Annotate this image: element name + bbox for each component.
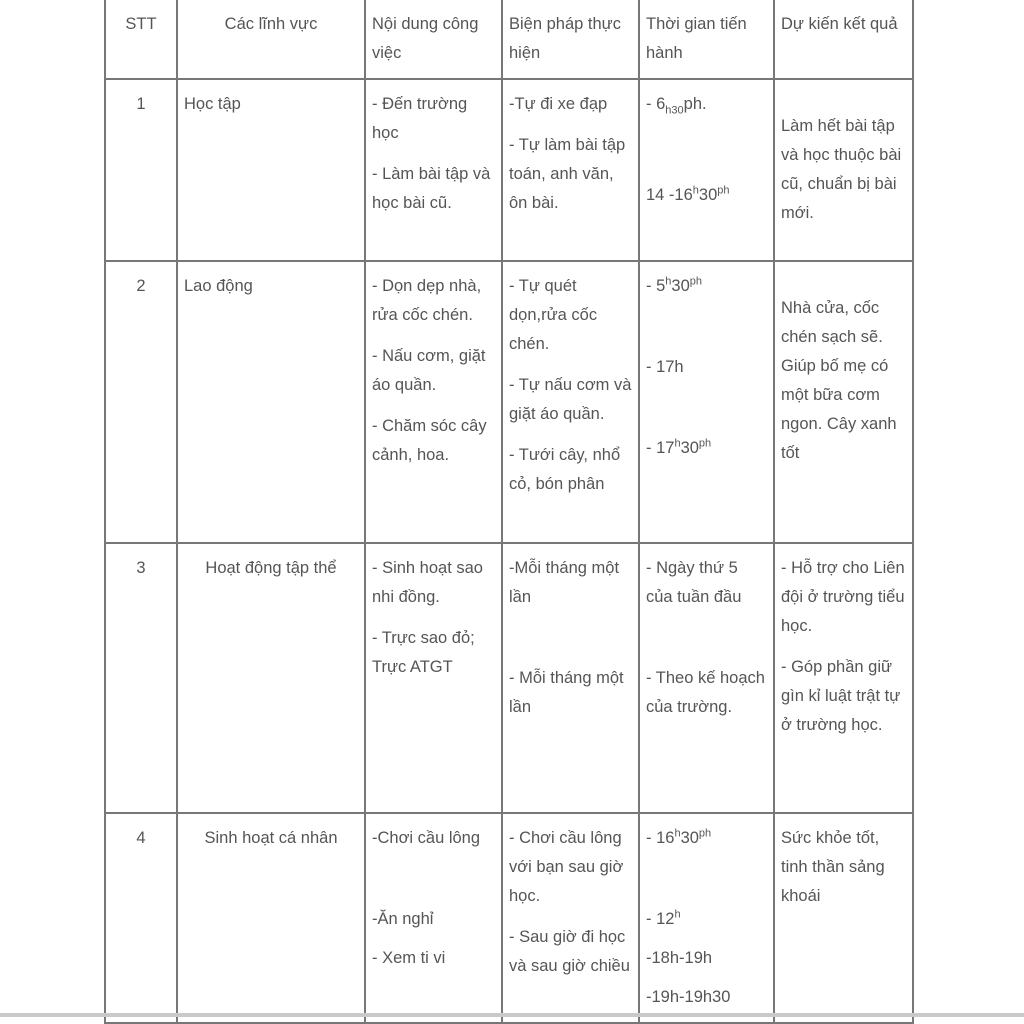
result-item: - Hỗ trợ cho Liên đội ở trường tiểu học.	[781, 559, 905, 635]
cell-content	[365, 261, 502, 543]
content-item: - Chăm sóc cây cảnh, hoa.	[372, 417, 487, 464]
time-item: - 17h	[646, 358, 684, 376]
measure-item: - Tự quét dọn,rửa cốc chén.	[509, 277, 598, 353]
cell-measures	[502, 79, 639, 261]
cell-time	[639, 261, 774, 543]
cell-content	[365, 543, 502, 813]
table-row	[105, 813, 913, 1023]
cell-stt: 1	[105, 79, 177, 261]
cell-field: Lao động	[177, 261, 365, 543]
content-item: - Trực sao đỏ; Trực ATGT	[372, 629, 475, 676]
time-item: 14 $-16^h30^{ph}$	[646, 184, 730, 204]
cell-measures	[502, 261, 639, 543]
time-item: - Theo kế hoạch của trường.	[646, 669, 765, 716]
header-time: Thời gian tiến hành	[639, 0, 774, 79]
cell-time	[639, 79, 774, 261]
time-item: - $17^h30^{ph}$	[646, 437, 712, 457]
cell-result	[774, 813, 913, 1023]
activity-plan-table	[104, 0, 914, 1024]
cell-stt: 2	[105, 261, 177, 543]
cell-result	[774, 543, 913, 813]
time-item: - $5^h30^{ph}$	[646, 275, 702, 295]
header-stt: STT	[105, 0, 177, 79]
content-item: - Nấu cơm, giặt áo quần.	[372, 347, 486, 394]
cell-field: Hoạt động tập thể	[177, 543, 365, 813]
time-item: - $16^h30^{ph}$	[646, 827, 712, 847]
time-item: -19h-19h30	[646, 988, 731, 1006]
cell-field: Sinh hoạt cá nhân	[177, 813, 365, 1023]
measure-item: -Mỗi tháng một lần	[509, 559, 620, 606]
cell-content	[365, 813, 502, 1023]
measure-item: - Sau giờ đi học và sau giờ chiều	[509, 928, 630, 975]
time-item: - 12$^h$	[646, 908, 681, 928]
measure-item: - Tự nấu cơm và giặt áo quần.	[509, 376, 632, 423]
header-result: Dự kiến kết quả	[774, 0, 913, 79]
cell-stt: 3	[105, 543, 177, 813]
content-item: -Chơi cầu lông	[372, 829, 481, 847]
measure-item: - Tự làm bài tập toán, anh văn, ôn bài.	[509, 136, 626, 212]
time-item: - Ngày thứ 5 của tuần đầu	[646, 559, 742, 606]
cell-content	[365, 79, 502, 261]
cell-measures	[502, 543, 639, 813]
measure-item: - Chơi cầu lông với bạn sau giờ học.	[509, 829, 624, 905]
content-item: - Đến trường học	[372, 95, 468, 142]
result-text: Sức khỏe tốt, tinh thần sảng khoái	[781, 829, 885, 905]
cell-measures	[502, 813, 639, 1023]
header-field: Các lĩnh vực	[177, 0, 365, 79]
cell-result	[774, 261, 913, 543]
time-item: -18h-19h	[646, 949, 713, 967]
time-item: - $6_{h30}ph$.	[646, 95, 707, 117]
cell-field: Học tập	[177, 79, 365, 261]
cell-time	[639, 813, 774, 1023]
cell-result	[774, 79, 913, 261]
table-row	[105, 79, 913, 261]
measure-item: -Tự đi xe đạp	[509, 95, 608, 113]
measure-item: - Mỗi tháng một lần	[509, 669, 624, 716]
result-item: - Góp phần giữ gìn kỉ luật trật tự ở trường học.	[781, 658, 901, 734]
content-item: - Làm bài tập và học bài cũ.	[372, 165, 491, 212]
result-text: Làm hết bài tập và học thuộc bài cũ, chuẩn bị bài mới.	[781, 117, 902, 222]
table-header-row	[105, 0, 913, 79]
content-item: - Sinh hoạt sao nhi đồng.	[372, 559, 483, 606]
content-item: - Xem ti vi	[372, 949, 446, 967]
bottom-edge	[0, 1013, 1024, 1017]
content-item: - Dọn dẹp nhà, rửa cốc chén.	[372, 277, 482, 324]
cell-stt: 4	[105, 813, 177, 1023]
measure-item: - Tưới cây, nhổ cỏ, bón phân	[509, 446, 621, 493]
cell-time	[639, 543, 774, 813]
content-item: -Ăn nghỉ	[372, 910, 434, 928]
header-content: Nội dung công việc	[365, 0, 502, 79]
result-text: Nhà cửa, cốc chén sạch sẽ. Giúp bố mẹ có một bữa cơm ngon. Cây xanh tốt	[781, 299, 897, 462]
table-row	[105, 543, 913, 813]
header-measures: Biện pháp thực hiện	[502, 0, 639, 79]
table-row	[105, 261, 913, 543]
